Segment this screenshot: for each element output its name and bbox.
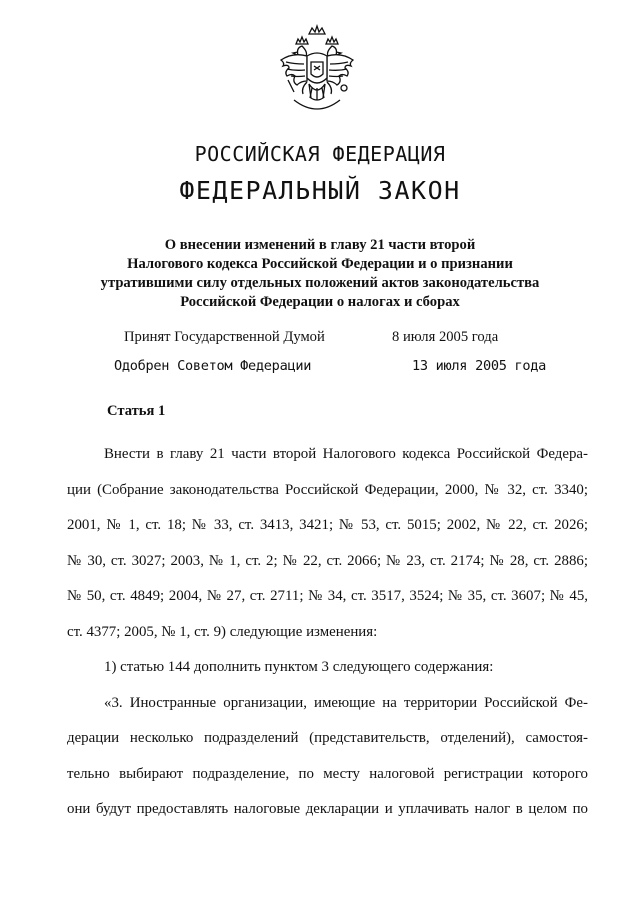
- body-line: № 30, ст. 3027; 2003, № 1, ст. 2; № 22, ст. 2066; № 23, ст. 2174; № 28, ст. 2886;: [67, 552, 588, 569]
- body-line: дерации несколько подразделений (представительств, отделений), самостоя-: [67, 730, 588, 746]
- law-title: [60, 236, 580, 312]
- coat-of-arms-icon: [274, 22, 360, 118]
- law-title-line: О внесении изменений в главу 21 части второй: [164, 237, 476, 253]
- body-line: Внести в главу 21 части второй Налогового кодекса Российской Федера-: [104, 446, 588, 462]
- body-line: они будут предоставлять налоговые декларации и уплачивать налог в целом по: [67, 801, 588, 817]
- body-line: «3. Иностранные организации, имеющие на территории Российской Фе-: [104, 694, 588, 711]
- body-line: № 50, ст. 4849; 2004, № 27, ст. 2711; № 34, ст. 3517, 3524; № 35, ст. 3607; № 45,: [67, 588, 588, 604]
- approval-council-row: [114, 358, 574, 374]
- law-title-line: Налогового кодекса Российской Федерации и о признании: [127, 256, 513, 272]
- country-name: РОССИЙСКАЯ ФЕДЕРАЦИЯ: [194, 142, 446, 166]
- adoption-duma-label: Принят Государственной Думой: [124, 329, 325, 345]
- adoption-duma-row: [124, 329, 564, 346]
- body-line: тельно выбирают подразделение, по месту налоговой регистрации которого: [67, 765, 588, 782]
- body-line: 2001, № 1, ст. 18; № 33, ст. 3413, 3421; № 53, ст. 5015; 2002, № 22, ст. 2026;: [67, 517, 588, 533]
- law-title-line: утратившими силу отдельных положений актов законодательства: [100, 275, 540, 291]
- body-line: ст. 4377; 2005, № 1, ст. 9) следующие изменения:: [67, 623, 378, 640]
- body-line: ции (Собрание законодательства Российской Федерации, 2000, № 32, ст. 3340;: [67, 481, 588, 498]
- adoption-duma-date: 8 июля 2005 года: [392, 329, 499, 345]
- approval-council-date: 13 июля 2005 года: [412, 358, 547, 374]
- law-title-line: Российской Федерации о налогах и сборах: [180, 294, 460, 310]
- law-type-heading: ФЕДЕРАЛЬНЫЙ ЗАКОН: [179, 176, 461, 205]
- body-line: 1) статью 144 дополнить пунктом 3 следующего содержания:: [104, 659, 494, 675]
- article-heading: Статья 1: [107, 403, 166, 419]
- approval-council-label: Одобрен Советом Федерации: [114, 358, 312, 374]
- article-body: [67, 437, 588, 828]
